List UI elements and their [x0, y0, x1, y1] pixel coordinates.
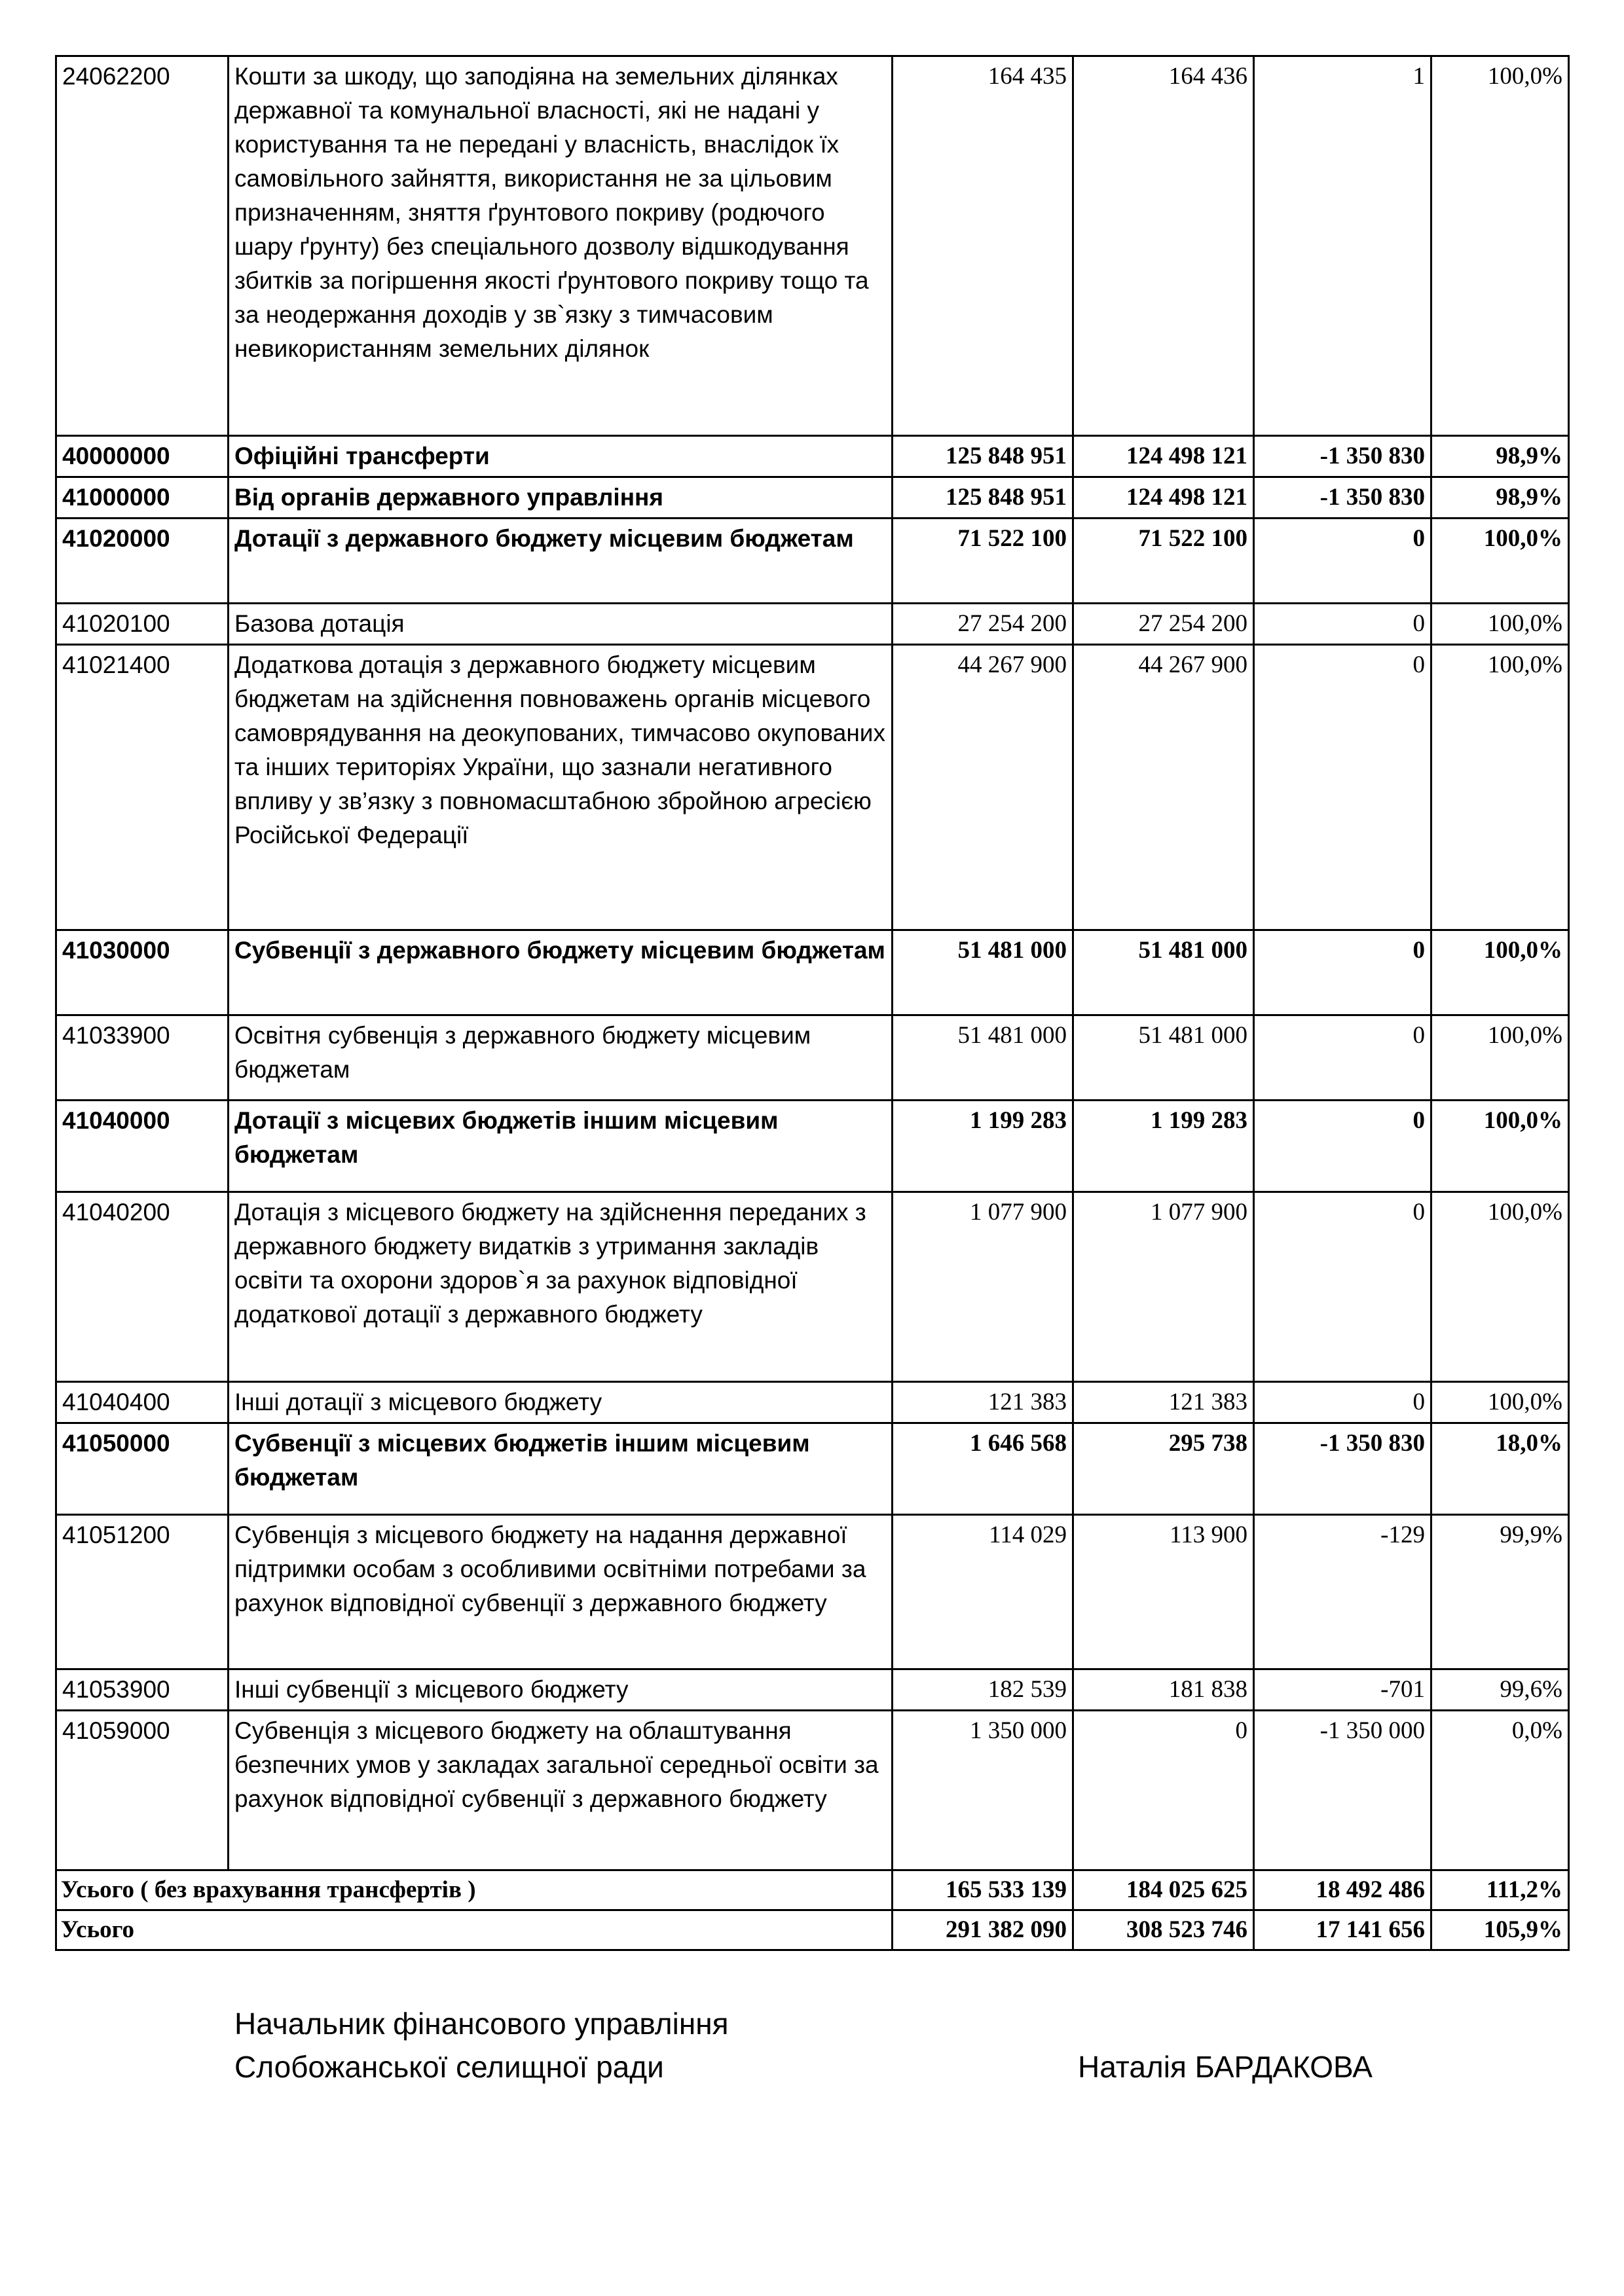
row-plan: 114 029 — [893, 1515, 1073, 1669]
row-fact: 124 498 121 — [1073, 477, 1254, 519]
row-pct: 100,0% — [1431, 1382, 1569, 1423]
total-label: Усього — [56, 1910, 893, 1950]
signature-position-line2: Слобожанської селищної ради — [234, 2050, 664, 2084]
row-fact: 181 838 — [1073, 1669, 1254, 1711]
row-plan: 182 539 — [893, 1669, 1073, 1711]
row-fact: 71 522 100 — [1073, 519, 1254, 604]
row-fact: 44 267 900 — [1073, 645, 1254, 930]
table-row — [56, 645, 1569, 930]
row-fact: 0 — [1073, 1711, 1254, 1870]
row-fact: 27 254 200 — [1073, 604, 1254, 645]
row-diff: 0 — [1254, 645, 1431, 930]
row-code: 40000000 — [56, 436, 229, 477]
row-pct: 100,0% — [1431, 519, 1569, 604]
total-row-without-transfers — [56, 1870, 1569, 1910]
row-code: 41040000 — [56, 1101, 229, 1192]
row-diff: 0 — [1254, 1192, 1431, 1382]
table-row — [56, 1101, 1569, 1192]
row-code: 41040200 — [56, 1192, 229, 1382]
table-row — [56, 56, 1569, 436]
row-pct: 98,9% — [1431, 436, 1569, 477]
row-code: 41033900 — [56, 1015, 229, 1101]
row-plan: 121 383 — [893, 1382, 1073, 1423]
table-row — [56, 604, 1569, 645]
table-row — [56, 1711, 1569, 1870]
row-fact: 51 481 000 — [1073, 930, 1254, 1015]
signer-name: Наталія БАРДАКОВА — [1078, 2050, 1373, 2084]
row-name: Дотації з державного бюджету місцевим бюджетам — [229, 519, 893, 604]
row-code: 41059000 — [56, 1711, 229, 1870]
total-pct: 111,2% — [1431, 1870, 1569, 1910]
table-row — [56, 1515, 1569, 1669]
row-plan: 1 646 568 — [893, 1423, 1073, 1515]
table-row — [56, 1382, 1569, 1423]
row-fact: 113 900 — [1073, 1515, 1254, 1669]
total-diff: 18 492 486 — [1254, 1870, 1431, 1910]
row-plan: 44 267 900 — [893, 645, 1073, 930]
row-plan: 1 199 283 — [893, 1101, 1073, 1192]
row-diff: 0 — [1254, 1382, 1431, 1423]
row-name: Кошти за шкоду, що заподіяна на земельних ділянках державної та комунальної власності, які не надані у користування та не передані у власність, внаслідок їх самовільного зайняття, використання не за цільовим призначенням, зняття ґрунтового покриву (родючого шару ґрунту) без спеціального дозволу відшкодування збитків за погіршення якості ґрунтового покриву тощо та за неодержання доходів у зв`язку з тимчасовим невикористанням земельних ділянок — [229, 56, 893, 436]
row-diff: 0 — [1254, 1015, 1431, 1101]
row-code: 24062200 — [56, 56, 229, 436]
row-diff: -1 350 830 — [1254, 436, 1431, 477]
row-plan: 164 435 — [893, 56, 1073, 436]
row-code: 41050000 — [56, 1423, 229, 1515]
row-pct: 100,0% — [1431, 1101, 1569, 1192]
row-diff: 0 — [1254, 519, 1431, 604]
row-pct: 98,9% — [1431, 477, 1569, 519]
total-diff: 17 141 656 — [1254, 1910, 1431, 1950]
table-row — [56, 930, 1569, 1015]
row-name: Від органів державного управління — [229, 477, 893, 519]
row-code: 41020100 — [56, 604, 229, 645]
row-pct: 100,0% — [1431, 930, 1569, 1015]
row-code: 41021400 — [56, 645, 229, 930]
table-row — [56, 1015, 1569, 1101]
row-pct: 99,9% — [1431, 1515, 1569, 1669]
row-fact: 1 199 283 — [1073, 1101, 1254, 1192]
row-pct: 99,6% — [1431, 1669, 1569, 1711]
row-pct: 100,0% — [1431, 1015, 1569, 1101]
total-plan: 291 382 090 — [893, 1910, 1073, 1950]
row-plan: 71 522 100 — [893, 519, 1073, 604]
row-name: Дотація з місцевого бюджету на здійснення переданих з державного бюджету видатків з утримання закладів освіти та охорони здоров`я за рахунок відповідної додаткової дотації з державного бюджету — [229, 1192, 893, 1382]
row-diff: 0 — [1254, 1101, 1431, 1192]
row-code: 41053900 — [56, 1669, 229, 1711]
total-label: Усього ( без врахування трансфертів ) — [56, 1870, 893, 1910]
row-code: 41020000 — [56, 519, 229, 604]
table-row — [56, 436, 1569, 477]
signature-position-line1: Начальник фінансового управління — [234, 2007, 729, 2041]
row-fact: 51 481 000 — [1073, 1015, 1254, 1101]
row-diff: 0 — [1254, 604, 1431, 645]
row-plan: 125 848 951 — [893, 477, 1073, 519]
row-fact: 164 436 — [1073, 56, 1254, 436]
row-plan: 27 254 200 — [893, 604, 1073, 645]
table-row — [56, 1423, 1569, 1515]
row-name: Освітня субвенція з державного бюджету місцевим бюджетам — [229, 1015, 893, 1101]
row-pct: 100,0% — [1431, 604, 1569, 645]
row-name: Субвенції з державного бюджету місцевим бюджетам — [229, 930, 893, 1015]
row-pct: 100,0% — [1431, 1192, 1569, 1382]
row-fact: 1 077 900 — [1073, 1192, 1254, 1382]
row-diff: 1 — [1254, 56, 1431, 436]
row-name: Дотації з місцевих бюджетів іншим місцевим бюджетам — [229, 1101, 893, 1192]
row-plan: 1 350 000 — [893, 1711, 1073, 1870]
row-code: 41030000 — [56, 930, 229, 1015]
row-plan: 51 481 000 — [893, 930, 1073, 1015]
row-pct: 100,0% — [1431, 645, 1569, 930]
table-row — [56, 1669, 1569, 1711]
signature-position — [234, 2002, 729, 2088]
row-name: Субвенція з місцевого бюджету на надання державної підтримки особам з особливими освітніми потребами за рахунок відповідної субвенції з державного бюджету — [229, 1515, 893, 1669]
total-plan: 165 533 139 — [893, 1870, 1073, 1910]
row-name: Офіційні трансферти — [229, 436, 893, 477]
table-row — [56, 1192, 1569, 1382]
row-name: Додаткова дотація з державного бюджету місцевим бюджетам на здійснення повноважень органів місцевого самоврядування на деокупованих, тимчасово окупованих та інших територіях України, що зазнали негативного впливу у зв’язку з повномасштабною збройною агресією Російської Федерації — [229, 645, 893, 930]
row-code: 41000000 — [56, 477, 229, 519]
total-row — [56, 1910, 1569, 1950]
row-name: Субвенції з місцевих бюджетів іншим місцевим бюджетам — [229, 1423, 893, 1515]
row-name: Базова дотація — [229, 604, 893, 645]
row-plan: 1 077 900 — [893, 1192, 1073, 1382]
total-pct: 105,9% — [1431, 1910, 1569, 1950]
row-fact: 124 498 121 — [1073, 436, 1254, 477]
row-code: 41051200 — [56, 1515, 229, 1669]
row-pct: 18,0% — [1431, 1423, 1569, 1515]
row-diff: -1 350 000 — [1254, 1711, 1431, 1870]
row-fact: 295 738 — [1073, 1423, 1254, 1515]
table-row — [56, 519, 1569, 604]
total-fact: 184 025 625 — [1073, 1870, 1254, 1910]
row-fact: 121 383 — [1073, 1382, 1254, 1423]
row-name: Інші дотації з місцевого бюджету — [229, 1382, 893, 1423]
budget-execution-table — [55, 55, 1570, 1951]
row-pct: 100,0% — [1431, 56, 1569, 436]
row-plan: 51 481 000 — [893, 1015, 1073, 1101]
row-pct: 0,0% — [1431, 1711, 1569, 1870]
row-name: Субвенція з місцевого бюджету на облаштування безпечних умов у закладах загальної середньої освіти за рахунок відповідної субвенції з державного бюджету — [229, 1711, 893, 1870]
row-plan: 125 848 951 — [893, 436, 1073, 477]
row-diff: 0 — [1254, 930, 1431, 1015]
row-diff: -701 — [1254, 1669, 1431, 1711]
row-name: Інші субвенції з місцевого бюджету — [229, 1669, 893, 1711]
row-diff: -129 — [1254, 1515, 1431, 1669]
table-row — [56, 477, 1569, 519]
row-diff: -1 350 830 — [1254, 477, 1431, 519]
total-fact: 308 523 746 — [1073, 1910, 1254, 1950]
row-diff: -1 350 830 — [1254, 1423, 1431, 1515]
row-code: 41040400 — [56, 1382, 229, 1423]
